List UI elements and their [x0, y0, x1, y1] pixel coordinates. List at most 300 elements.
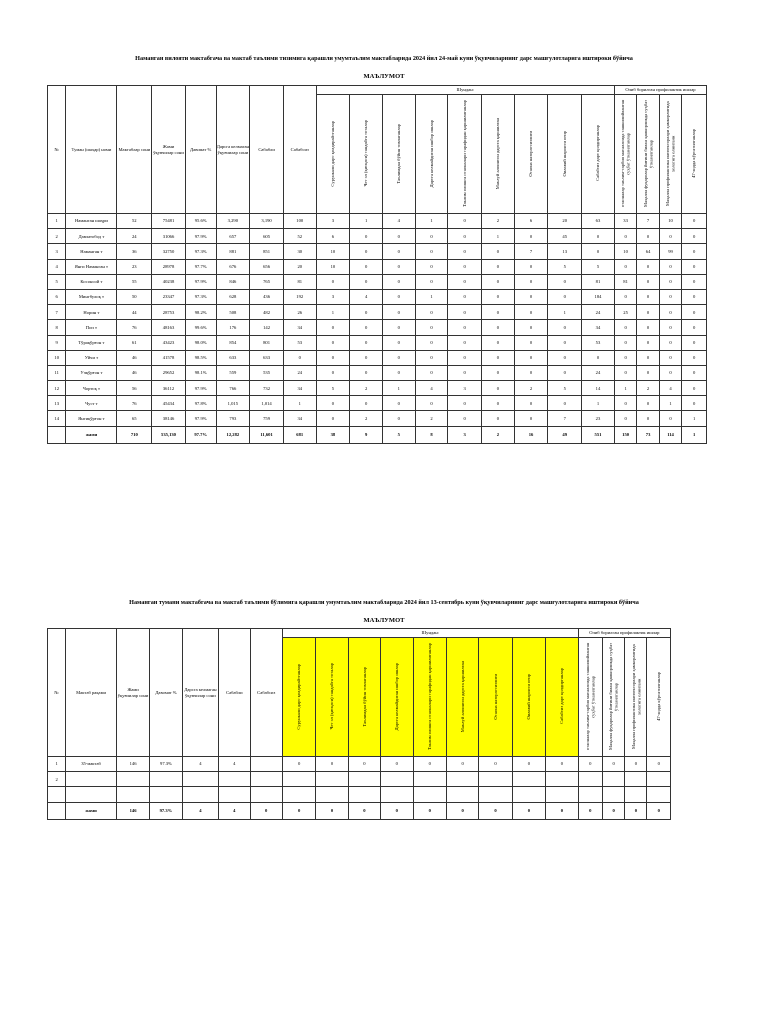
table-cell: 0	[659, 320, 681, 335]
table-cell: 41578	[152, 350, 186, 365]
table-cell: 1	[415, 214, 448, 229]
table-cell: Янгиқўрғон т	[66, 411, 117, 426]
reason-header	[316, 638, 348, 757]
table-cell: 43423	[152, 335, 186, 350]
total-cell: 710	[117, 426, 152, 443]
table-cell: 676	[216, 259, 250, 274]
table-cell: 45434	[152, 396, 186, 411]
total-cell: жами	[66, 426, 117, 443]
table-cell: 0	[382, 274, 415, 289]
table-cell: 0	[514, 320, 548, 335]
reason-header-text: Чет эл (қисқаси) тандабга тоталар	[329, 663, 335, 730]
table-cell	[66, 772, 117, 787]
table-row	[48, 229, 707, 244]
table-row	[48, 305, 707, 320]
table-cell: Поп т	[66, 320, 117, 335]
reason-header	[413, 638, 446, 757]
table-cell: 0	[514, 274, 548, 289]
group-header-prevention: Олиб борилган профилактик ишлар	[614, 86, 706, 95]
table-cell: 0	[448, 289, 482, 304]
report2-title: Наманган тумани мактабгача ва мактаб таълими бўлимига қарашли умумтаълим мактабларида 2024 йил 13-сентябрь куни ўқувчиларнинг дарс машғулотларига иштироки бўйича	[129, 599, 639, 606]
table-cell: 20	[548, 214, 582, 229]
total-cell: 0	[578, 802, 602, 819]
table-cell: 508	[216, 305, 250, 320]
table-cell: 98.2%	[185, 305, 216, 320]
table-cell: 0	[316, 396, 350, 411]
table-cell: 6	[48, 289, 66, 304]
table-cell: 10	[614, 244, 636, 259]
column-header: Дарсга келмаган ўқувчилар сони	[182, 629, 218, 757]
table-cell: 97.8%	[185, 396, 216, 411]
table-cell: 0	[282, 757, 315, 772]
total-cell: 0	[282, 802, 315, 819]
reason-header-text: Сабабсиз дарс қолдирганлар	[595, 125, 601, 182]
table-cell	[602, 787, 624, 802]
table-cell: 5	[582, 259, 615, 274]
prevention-header	[614, 95, 636, 214]
reason-header-text: Сабабсиз дарс қолдирганлар	[559, 668, 565, 725]
table-cell: 56	[117, 381, 152, 396]
table-cell: 0	[350, 259, 383, 274]
total-cell: 0	[479, 802, 512, 819]
table-cell: 0	[482, 305, 515, 320]
table-cell: 633	[216, 350, 250, 365]
table-cell: 97.7%	[185, 259, 216, 274]
table-cell: 0	[415, 335, 448, 350]
total-cell: жами	[66, 802, 117, 819]
table-cell: 0	[448, 320, 482, 335]
table-cell: 0	[448, 244, 482, 259]
table-cell: 13	[548, 244, 582, 259]
table-cell: 81	[582, 274, 615, 289]
table-cell	[446, 787, 478, 802]
column-header: №	[48, 86, 66, 214]
table-cell: 0	[482, 381, 515, 396]
table-cell: 436	[250, 289, 284, 304]
table-cell	[316, 772, 348, 787]
table-cell: 53	[283, 335, 316, 350]
group-header-prevention: Олиб борилган профилактик ишлар	[578, 629, 670, 638]
table-cell: 11	[48, 365, 66, 380]
table-cell: 23	[582, 411, 615, 426]
table-cell: 184	[582, 289, 615, 304]
table-cell: 176	[216, 320, 250, 335]
table-cell: 23	[117, 259, 152, 274]
table-cell: 0	[415, 305, 448, 320]
table-cell: 0	[316, 274, 350, 289]
table-cell: 52	[117, 214, 152, 229]
table-cell: 6	[316, 229, 350, 244]
table-cell: 0	[614, 320, 636, 335]
table-cell: 0	[682, 244, 707, 259]
table-cell: 0	[682, 259, 707, 274]
prevention-header-text: Маҳалла профилактика инспекторлари ҳамкорлигида холатига олингани	[630, 644, 641, 749]
table-cell: 0	[514, 411, 548, 426]
table-cell: 0	[582, 244, 615, 259]
total-cell: 3	[448, 426, 482, 443]
reason-header	[282, 638, 315, 757]
table-cell: 0	[659, 305, 681, 320]
total-cell: 4	[182, 802, 218, 819]
table-cell: 0	[514, 229, 548, 244]
table-cell: 8	[48, 320, 66, 335]
reason-header-text: Отаона назоратсизлиги	[492, 673, 498, 720]
table-row	[48, 381, 707, 396]
table-cell: 0	[350, 396, 383, 411]
column-header: Мактаблар сони	[117, 86, 152, 214]
table-cell: 0	[625, 757, 647, 772]
reason-header-text: Маълуй алоинсон дарсга қаршилган	[495, 117, 501, 189]
table-cell	[546, 772, 579, 787]
table-cell: 1,014	[250, 396, 284, 411]
table-cell: 0	[415, 259, 448, 274]
table-cell: 0	[448, 229, 482, 244]
table-cell: 0	[415, 229, 448, 244]
total-cell: 4	[219, 802, 250, 819]
table-cell: 0	[446, 757, 478, 772]
table-row	[48, 365, 707, 380]
table-cell	[512, 787, 545, 802]
total-cell: 146	[116, 802, 149, 819]
table-cell: 63	[582, 214, 615, 229]
table-cell: 29652	[152, 365, 186, 380]
table-cell: 10	[48, 350, 66, 365]
table-cell: 4	[659, 381, 681, 396]
table-cell: 97.3%	[185, 244, 216, 259]
total-cell: 0	[413, 802, 446, 819]
reason-header	[348, 638, 380, 757]
table-cell: 0	[413, 757, 446, 772]
table-cell: 0	[682, 350, 707, 365]
table-cell: 0	[382, 396, 415, 411]
total-cell: 0	[316, 802, 348, 819]
table-cell: Наманган шаҳри	[66, 214, 117, 229]
report2-table	[47, 628, 671, 820]
reason-header	[546, 638, 579, 757]
table-cell: 34	[283, 411, 316, 426]
table-cell: 48163	[152, 320, 186, 335]
table-cell: 633	[250, 350, 284, 365]
table-cell: 0	[448, 335, 482, 350]
total-cell: 12,282	[216, 426, 250, 443]
table-cell: 0	[514, 365, 548, 380]
table-cell: 142	[250, 320, 284, 335]
table-cell: 0	[316, 320, 350, 335]
table-cell: 1	[283, 396, 316, 411]
reason-header	[514, 95, 548, 214]
column-header: Сабабли	[219, 629, 250, 757]
table-cell: 0	[350, 274, 383, 289]
table-row	[48, 335, 707, 350]
table-cell: 0	[514, 305, 548, 320]
table-cell: 2	[48, 772, 66, 787]
table-cell	[625, 772, 647, 787]
table-cell: 38146	[152, 411, 186, 426]
table-cell: 10	[316, 259, 350, 274]
total-cell: 0	[546, 802, 579, 819]
table-cell: 0	[637, 320, 659, 335]
table-cell: 0	[682, 229, 707, 244]
table-cell: 0	[602, 757, 624, 772]
prevention-header-text: 47-ходда кўрсатилганлар	[691, 128, 697, 178]
table-cell: 7	[514, 244, 548, 259]
table-cell: 1	[482, 229, 515, 244]
total-cell: 0	[647, 802, 671, 819]
table-cell	[348, 787, 380, 802]
table-cell: 0	[637, 350, 659, 365]
total-cell: 0	[602, 802, 624, 819]
table-cell: 36112	[152, 381, 186, 396]
table-row	[48, 350, 707, 365]
table-cell: 0	[482, 396, 515, 411]
table-cell: 4	[350, 289, 383, 304]
table-cell: 0	[682, 365, 707, 380]
prevention-header	[602, 638, 624, 757]
table-cell: 0	[382, 259, 415, 274]
table-cell	[479, 787, 512, 802]
table-cell: 0	[316, 350, 350, 365]
table-cell: 0	[348, 757, 380, 772]
table-cell: 732	[250, 381, 284, 396]
table-cell: 99	[659, 244, 681, 259]
table-cell: 0	[482, 244, 515, 259]
table-cell: Норин т	[66, 305, 117, 320]
total-cell: 97.3%	[150, 802, 182, 819]
table-cell: 0	[350, 365, 383, 380]
table-cell: 759	[250, 411, 284, 426]
table-cell: 55	[117, 274, 152, 289]
table-cell: 3,190	[250, 214, 284, 229]
reason-header-text: Таълимдан бўйин товлаганлар	[361, 666, 367, 727]
table-cell: 0	[659, 335, 681, 350]
table-cell: 0	[659, 365, 681, 380]
table-cell: 0	[316, 757, 348, 772]
table-cell: 25	[614, 305, 636, 320]
table-cell: 0	[582, 229, 615, 244]
table-cell: 0	[548, 365, 582, 380]
table-cell: 0	[350, 244, 383, 259]
table-row	[48, 259, 707, 274]
table-cell: 2	[350, 411, 383, 426]
table-cell: 0	[548, 320, 582, 335]
prevention-header	[625, 638, 647, 757]
table-cell: 0	[637, 396, 659, 411]
prevention-header-text: 47-ходда кўрсатилганлар	[656, 671, 662, 721]
table-cell: 0	[548, 274, 582, 289]
table-cell: 1,015	[216, 396, 250, 411]
table-cell: 14	[48, 411, 66, 426]
table-cell: 5	[548, 259, 582, 274]
table-cell	[578, 787, 602, 802]
table-cell: 0	[682, 289, 707, 304]
reason-header-text: Отаона назоратсизлиги	[528, 130, 534, 177]
table-row	[48, 214, 707, 229]
table-cell: 0	[637, 289, 659, 304]
table-row	[48, 396, 707, 411]
total-cell: 0	[250, 802, 282, 819]
table-cell: 1	[548, 305, 582, 320]
table-cell: 4	[415, 381, 448, 396]
reason-header	[448, 95, 482, 214]
table-cell: 76	[117, 396, 152, 411]
table-cell: 657	[216, 229, 250, 244]
prevention-header	[647, 638, 671, 757]
reason-header	[381, 638, 413, 757]
table-cell: 0	[659, 274, 681, 289]
table-cell: 28978	[152, 259, 186, 274]
prevention-header	[578, 638, 602, 757]
table-cell: 0	[448, 365, 482, 380]
total-cell: 0	[625, 802, 647, 819]
table-cell: 0	[614, 365, 636, 380]
table-cell: 0	[514, 289, 548, 304]
table-cell: 0	[350, 335, 383, 350]
table-cell: 0	[546, 757, 579, 772]
table-cell: 7	[548, 411, 582, 426]
table-cell: 5	[548, 381, 582, 396]
table-cell: 7	[48, 305, 66, 320]
table-row	[48, 411, 707, 426]
table-cell: 26	[283, 305, 316, 320]
table-row	[48, 757, 671, 772]
table-cell: 0	[382, 365, 415, 380]
table-cell: 2	[514, 381, 548, 396]
table-cell: 46	[117, 350, 152, 365]
total-cell: 5	[382, 426, 415, 443]
table-cell: 535	[250, 365, 284, 380]
reason-header-text: Дарсга келмайдиган ишбор ишлар	[394, 662, 400, 731]
table-cell: 0	[512, 757, 545, 772]
table-cell: 5	[316, 381, 350, 396]
table-cell: 20	[283, 259, 316, 274]
total-cell: 0	[446, 802, 478, 819]
reason-header	[479, 638, 512, 757]
total-cell: 114	[659, 426, 681, 443]
table-cell: 0	[614, 289, 636, 304]
table-cell: 0	[659, 229, 681, 244]
table-cell	[282, 787, 315, 802]
table-cell: 0	[682, 381, 707, 396]
column-header: Сабабсиз	[250, 629, 282, 757]
table-cell	[282, 772, 315, 787]
table-cell: 0	[415, 396, 448, 411]
table-cell	[512, 772, 545, 787]
table-cell: 0	[548, 289, 582, 304]
table-cell: 0	[637, 274, 659, 289]
table-cell: 0	[415, 320, 448, 335]
table-cell: Чуст т	[66, 396, 117, 411]
table-cell: 98.0%	[185, 335, 216, 350]
table-cell: 97.3%	[150, 757, 182, 772]
table-cell: 3	[448, 381, 482, 396]
table-cell: 52	[283, 229, 316, 244]
table-cell	[348, 772, 380, 787]
table-cell: 3	[316, 214, 350, 229]
table-cell: 0	[637, 411, 659, 426]
table-cell: 0	[614, 335, 636, 350]
column-header: Сабабли	[250, 86, 284, 214]
table-cell: 23347	[152, 289, 186, 304]
table-cell: 0	[415, 244, 448, 259]
reason-header-text: Таълим олишга отаоналари тарафидан қаршилиганлар	[427, 642, 433, 750]
reason-header-text: Таълим олишга отаоналари тарафидан қаршилиганлар	[462, 99, 467, 207]
table-cell	[381, 787, 413, 802]
report1-subtitle: МАЪЛУМОТ	[363, 73, 405, 80]
total-cell	[48, 802, 66, 819]
table-cell	[66, 787, 117, 802]
table-cell: 846	[216, 274, 250, 289]
table-cell	[546, 787, 579, 802]
table-cell: 0	[350, 229, 383, 244]
table-cell: Янги Наманган т	[66, 259, 117, 274]
table-cell: Косонсой т	[66, 274, 117, 289]
group-header: Шундан:	[316, 86, 614, 95]
table-cell: 628	[216, 289, 250, 304]
table-cell: 0	[448, 274, 482, 289]
table-cell: 482	[250, 305, 284, 320]
reason-header-text: Таълимдан бўйин товлаганлар	[396, 123, 402, 184]
table-cell: 0	[659, 350, 681, 365]
total-cell: 73	[637, 426, 659, 443]
table-cell: 0	[448, 396, 482, 411]
total-cell: 0	[381, 802, 413, 819]
table-cell	[381, 772, 413, 787]
table-cell: 50	[117, 289, 152, 304]
prevention-header-text: Маҳалла профилактика инспекторлари ҳамкорлигида холатига олингани	[665, 101, 676, 206]
table-cell: 0	[578, 757, 602, 772]
table-cell: 0	[482, 411, 515, 426]
table-cell: 0	[482, 259, 515, 274]
table-cell: 0	[415, 350, 448, 365]
table-cell: Чортоқ т	[66, 381, 117, 396]
table-cell: 14	[582, 381, 615, 396]
table-cell: 1	[582, 396, 615, 411]
table-cell: 559	[216, 365, 250, 380]
report2-subtitle: МАЪЛУМОТ	[363, 617, 405, 624]
table-cell: 4	[219, 757, 250, 772]
table-cell	[116, 787, 149, 802]
table-cell: 765	[250, 274, 284, 289]
table-cell	[48, 787, 66, 802]
table-cell: Учқўрғон т	[66, 365, 117, 380]
table-cell: 0	[682, 396, 707, 411]
total-cell: 49	[548, 426, 582, 443]
table-cell: 0	[350, 305, 383, 320]
table-cell	[316, 787, 348, 802]
table-cell: 81	[614, 274, 636, 289]
table-cell: 0	[382, 289, 415, 304]
total-cell: 8	[415, 426, 448, 443]
table-cell	[578, 772, 602, 787]
table-cell: 95.6%	[185, 214, 216, 229]
column-header: №	[48, 629, 66, 757]
table-row	[48, 289, 707, 304]
table-cell: 0	[382, 335, 415, 350]
table-cell: 0	[682, 335, 707, 350]
column-header: Давомат %	[185, 86, 216, 214]
table-cell: 0	[382, 244, 415, 259]
table-cell: 97.9%	[185, 229, 216, 244]
prevention-header	[659, 95, 681, 214]
table-cell: 31066	[152, 229, 186, 244]
reason-header	[316, 95, 350, 214]
table-cell: 0	[448, 259, 482, 274]
table-cell	[182, 772, 218, 787]
table-cell: 28753	[152, 305, 186, 320]
table-cell: 0	[316, 335, 350, 350]
total-cell: 97.7%	[185, 426, 216, 443]
total-row	[48, 802, 671, 819]
